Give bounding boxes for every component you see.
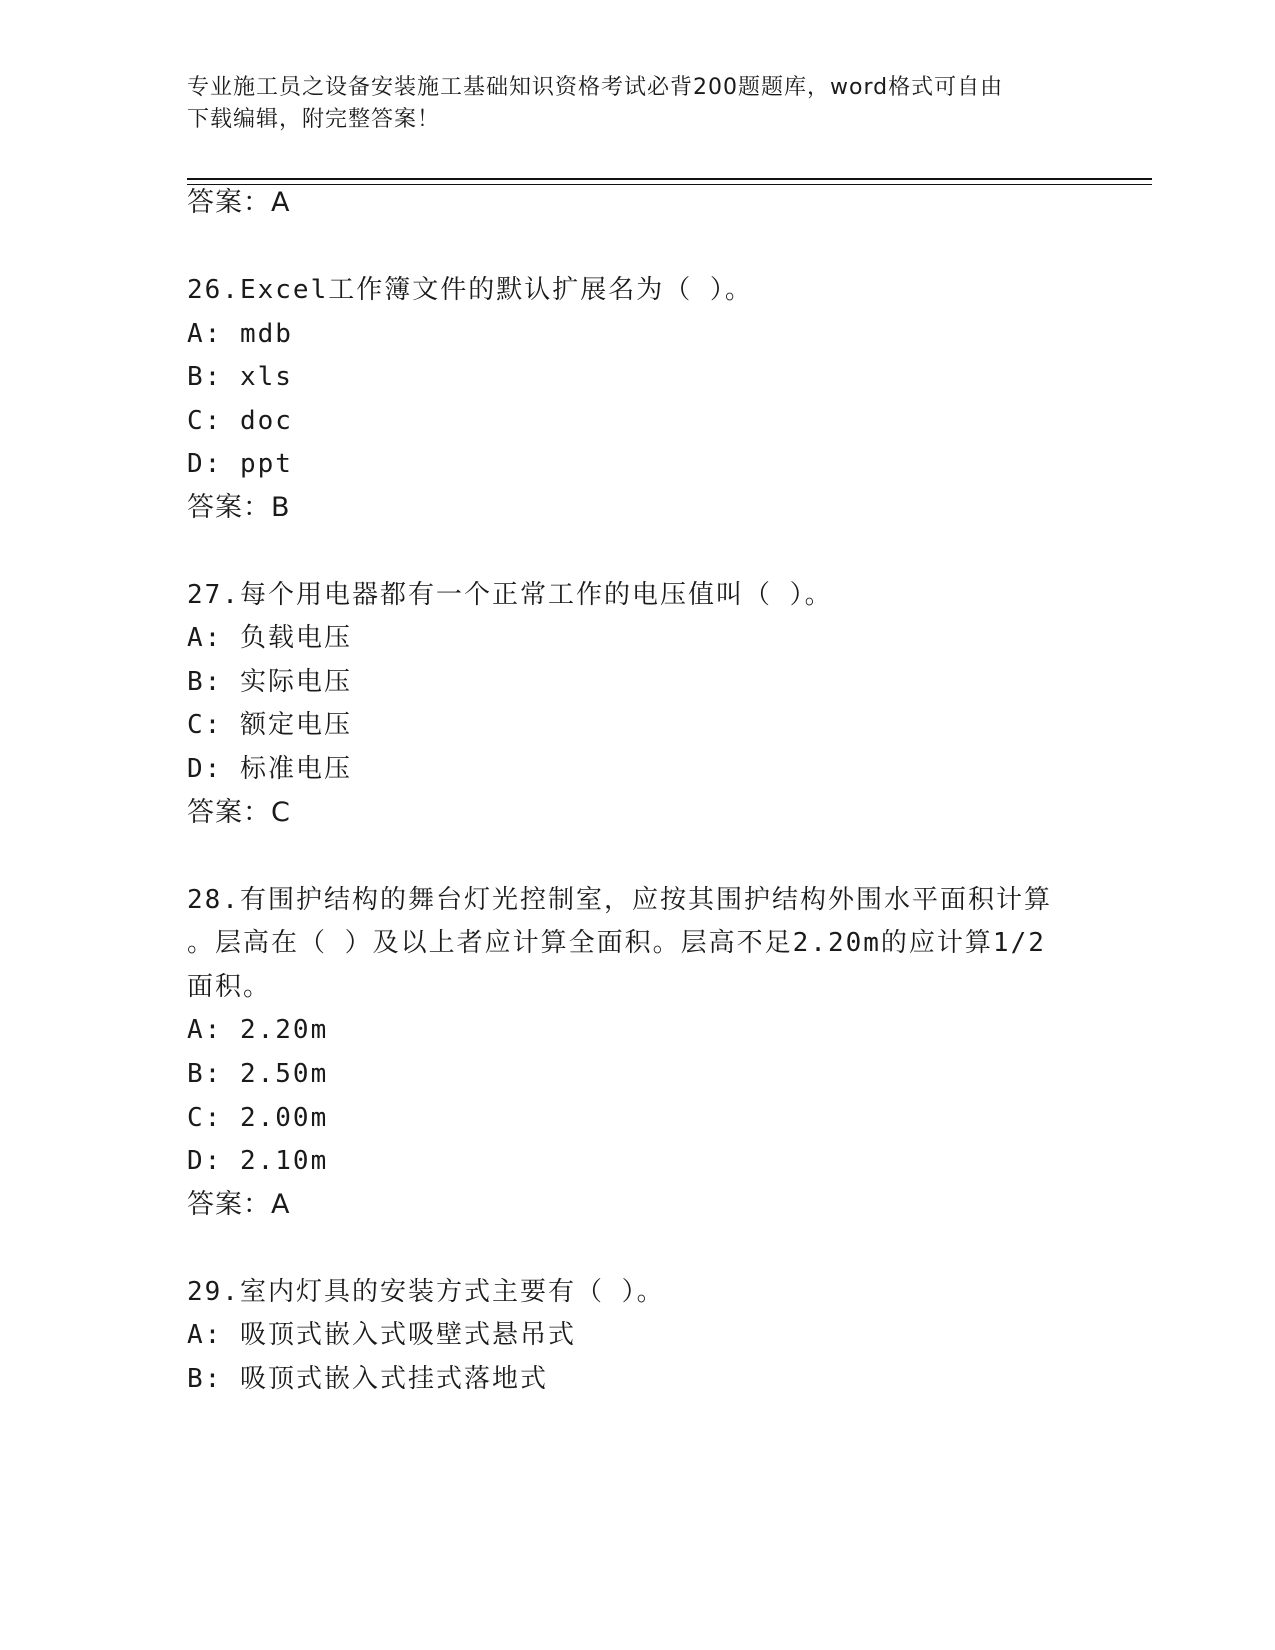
question-27-answer: 答案：C: [187, 797, 291, 828]
question-27-option-c: C: 额定电压: [187, 710, 352, 740]
question-28-stem-line-1: 28.有围护结构的舞台灯光控制室，应按其围护结构外围水平面积计算: [187, 885, 1052, 915]
question-28-option-a: A: 2.20m: [187, 1015, 329, 1045]
document-header: [187, 72, 1067, 136]
question-29-stem: 29.室内灯具的安装方式主要有（ ）。: [187, 1277, 665, 1307]
question-26-option-b: B: xls: [187, 362, 293, 392]
header-divider: [187, 178, 1152, 180]
question-28-option-c: C: 2.00m: [187, 1103, 329, 1133]
question-27-stem: 27.每个用电器都有一个正常工作的电压值叫（ ）。: [187, 580, 833, 610]
question-26-stem: 26.Excel工作簿文件的默认扩展名为（ ）。: [187, 275, 753, 305]
question-28-option-b: B: 2.50m: [187, 1059, 329, 1089]
question-28-stem-line-3: 面积。: [187, 972, 272, 1002]
question-29-option-a: A: 吸顶式嵌入式吸壁式悬吊式: [187, 1320, 576, 1350]
question-28-option-d: D: 2.10m: [187, 1146, 329, 1176]
question-27-option-b: B: 实际电压: [187, 667, 352, 697]
header-divider-thin: [187, 184, 1152, 185]
question-27-option-d: D: 标准电压: [187, 754, 352, 784]
prev-answer: 答案：A: [187, 187, 291, 218]
question-28-answer: 答案：A: [187, 1189, 291, 1220]
question-26-option-c: C: doc: [187, 406, 293, 436]
question-26-option-d: D: ppt: [187, 449, 293, 479]
question-29-option-b: B: 吸顶式嵌入式挂式落地式: [187, 1364, 548, 1394]
question-28-stem-line-2: 。层高在（ ）及以上者应计算全面积。层高不足2.20m的应计算1/2: [187, 928, 1046, 958]
question-26-option-a: A: mdb: [187, 319, 293, 349]
header-line-2: 下载编辑，附完整答案！: [187, 107, 441, 132]
header-line-1: 专业施工员之设备安装施工基础知识资格考试必背200题题库，word格式可自由: [187, 75, 1004, 100]
question-27-option-a: A: 负载电压: [187, 623, 352, 653]
question-26-answer: 答案：B: [187, 492, 291, 523]
